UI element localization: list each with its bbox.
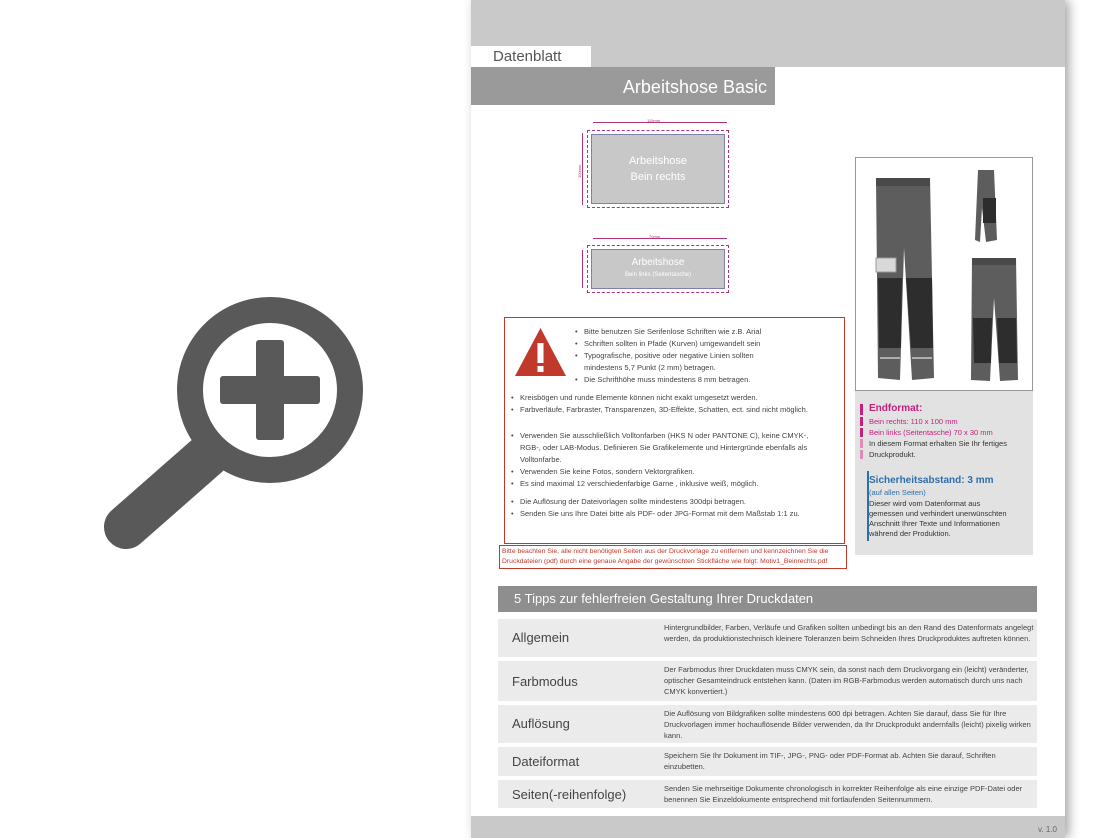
list-item: mindestens 5,7 Punkt (2 mm) betragen. [584, 363, 716, 372]
diagram-right-leg-line1: Arbeitshose [628, 155, 688, 167]
list-item: • Die Schrifthöhe muss mindestens 8 mm betragen. [575, 374, 840, 386]
datasheet-page [471, 0, 1065, 838]
diagram-left-leg-line1: Arbeitshose [631, 257, 685, 268]
tip-label: Seiten(-reihenfolge) [512, 787, 627, 802]
tip-row [498, 619, 1037, 657]
page-title: Arbeitshose Basic [471, 67, 775, 105]
warning-list-a [511, 392, 841, 416]
tip-text: Der Farbmodus Ihrer Druckdaten muss CMYK sein, da sonst nach dem Druckvorgang ein (leicht) veränderter, optischer Gesamteindruck entstehen kann. (Daten im RGB-Farbmodus werden automatisch durch uns nach CMYK konvertiert.) [664, 665, 1029, 696]
safety-margin-line: während der Produktion. [869, 529, 951, 538]
diagram-right-leg-line2: Bein rechts [630, 171, 686, 183]
warning-list-c [511, 496, 841, 520]
list-item: RGB-, oder LAB-Modus. Definieren Sie Grafikelemente und Hintergründe ebenfalls als [520, 443, 808, 452]
warning-list-b [511, 430, 841, 490]
diagram-left-leg [587, 245, 729, 293]
list-item: • Verwenden Sie keine Fotos, sondern Vektorgrafiken. [511, 466, 841, 478]
warning-icon [513, 326, 568, 378]
tip-label: Allgemein [512, 630, 570, 645]
endformat-line: Druckprodukt. [869, 450, 916, 459]
tips-heading: 5 Tipps zur fehlerfreien Gestaltung Ihrer Druckdaten [498, 586, 1037, 612]
tip-row [498, 780, 1037, 808]
safety-margin-sub: (auf allen Seiten) [869, 488, 926, 497]
safety-margin-line: gemessen und verhindert unerwünschten [869, 509, 1007, 518]
tip-text: Senden Sie mehrseitige Dokumente chronologisch in korrekter Reihenfolge als eine einzige PDF-Datei oder benennen Sie Einzeldokumente entsprechend mit fortlaufenden Seitennummern. [664, 784, 1023, 804]
list-item: Volltonfarbe. [520, 455, 562, 464]
height-dimension-label: 100mm [577, 164, 582, 178]
tip-label: Dateiformat [512, 754, 580, 769]
safety-margin-title: Sicherheitsabstand: 3 mm [869, 475, 994, 486]
endformat-line: Bein rechts: 110 x 100 mm [869, 417, 958, 426]
tip-label: Farbmodus [512, 674, 578, 689]
list-item: • Bitte benutzen Sie Serifenlose Schriften wie z.B. Arial [575, 326, 840, 338]
diagram-left-leg-line2: Bein links (Seitentasche) [624, 272, 692, 278]
height-dimension-line [582, 133, 583, 205]
work-trousers-image [856, 158, 1034, 392]
endformat-line: In diesem Format erhalten Sie Ihr fertiges [869, 439, 1007, 448]
tip-text: Speichern Sie Ihr Dokument im TIF-, JPG-, PNG- oder PDF-Format ab. Achten Sie darauf, Schriften einzubetten. [664, 751, 996, 771]
list-item: • Farbverläufe, Farbraster, Transparenzen, 3D-Effekte, Schatten, ect. sind nicht möglich. [511, 404, 841, 416]
tip-row [498, 747, 1037, 776]
safety-margin-line: Dieser wird vom Datenformat aus [869, 499, 981, 508]
endformat-line: Bein links (Seitentasche) 70 x 30 mm [869, 428, 993, 437]
list-item: • Verwenden Sie ausschließlich Volltonfarben (HKS N oder PANTONE C), keine CMYK-, [511, 430, 841, 442]
product-photo [855, 157, 1033, 391]
width-dimension-label: 110mm [647, 118, 661, 123]
doc-tag: Datenblatt [471, 46, 591, 67]
format-info-box [855, 391, 1033, 555]
tip-row [498, 705, 1037, 743]
height-dimension-line-2 [582, 250, 583, 288]
list-item: • Schriften sollten in Pfade (Kurven) umgewandelt sein [575, 338, 840, 350]
list-item: • Senden Sie uns Ihre Datei bitte als PDF- oder JPG-Format mit dem Maßstab 1:1 zu. [511, 508, 841, 520]
list-item: • Typografische, positive oder negative Linien sollten [575, 350, 840, 362]
warning-top-list [575, 326, 840, 386]
page-footer-band [471, 816, 1065, 838]
warning-note: Bitte beachten Sie, alle nicht benötigten Seiten aus der Druckvorlage zu entfernen und kennzeichnen Sie die Druckdateien (pdf) durch eine genaue Angabe der gewünschten Stickfläche wie folgt: Motiv1_Beinrechts.pdf [499, 545, 847, 569]
list-item: • Die Auflösung der Dateivorlagen sollte mindestens 300dpi betragen. [511, 496, 841, 508]
tip-text: Die Auflösung von Bildgrafiken sollte mindestens 600 dpi betragen. Achten Sie darauf, dass Sie für Ihre Druckvorlagen immer hochauflösende Bilder verwenden, da Ihr Druckprodukt andernfalls (leicht) pixelig wirken kann. [664, 709, 1031, 740]
tip-text: Hintergrundbilder, Farben, Verläufe und Grafiken sollten unbedingt bis an den Rand des Datenformats angelegt werden, da produktionstechnisch kleinere Toleranzen beim Schneiden Ihres Druckproduktes auftreten können. [664, 623, 1034, 643]
safety-margin-line: Anschnitt Ihrer Texte und Informationen [869, 519, 1000, 528]
list-item: • Kreisbögen und runde Elemente können nicht exakt umgesetzt werden. [511, 392, 841, 404]
list-item: • Es sind maximal 12 verschiedenfarbige Garne , inklusive weiß, möglich. [511, 478, 841, 490]
tip-label: Auflösung [512, 716, 570, 731]
tip-row [498, 661, 1037, 701]
diagram-right-leg [587, 130, 729, 208]
warning-box [504, 317, 845, 544]
version-label: v. 1.0 [1038, 825, 1057, 834]
width-dimension-label-2: 70mm [649, 234, 661, 239]
zoom-in-icon[interactable] [90, 295, 380, 560]
endformat-title: Endformat: [869, 403, 923, 414]
